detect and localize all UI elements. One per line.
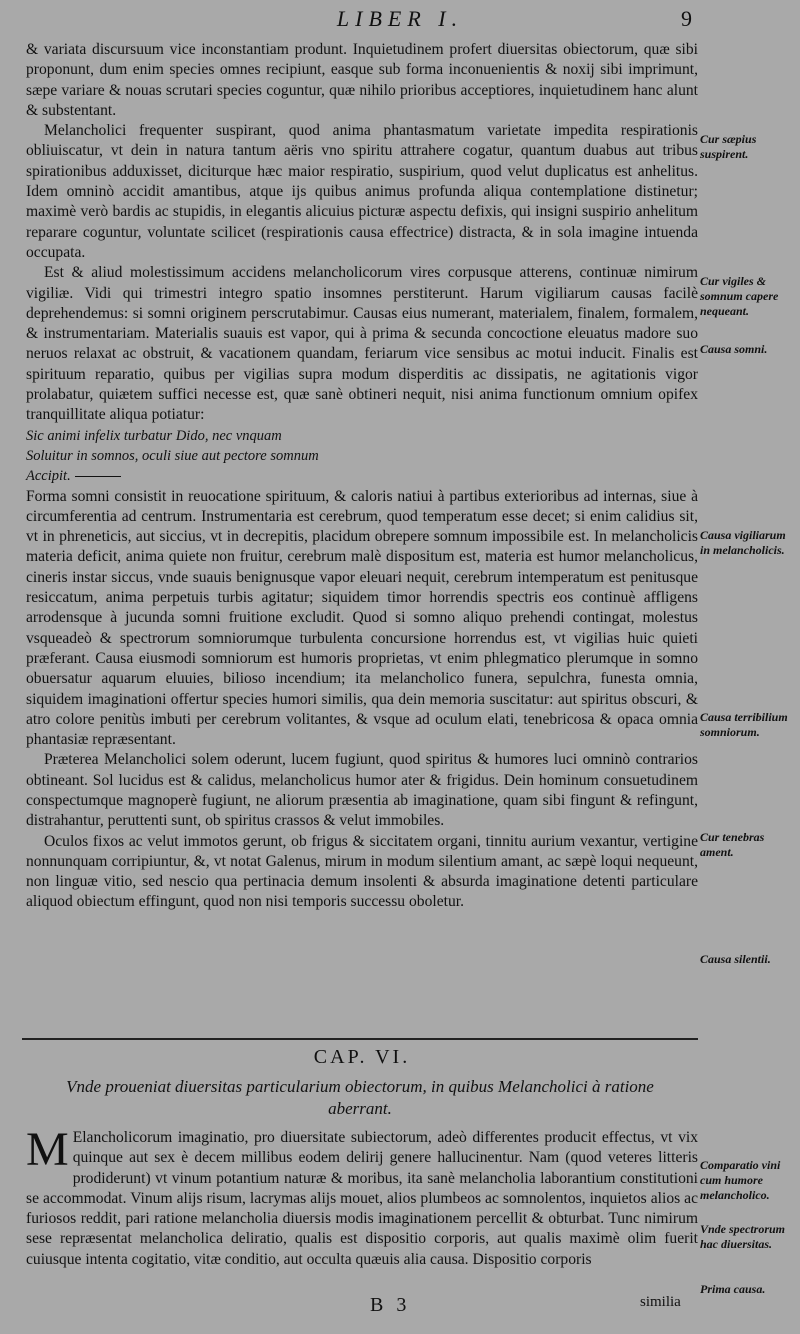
margin-note: Causa somni. (700, 342, 768, 356)
margin-note: Causa vigiliarum in melancholicis. (700, 528, 786, 557)
verse-line-3: Accipit. (26, 466, 698, 486)
margin-note: Prima causa. (700, 1282, 766, 1296)
page-header (0, 2, 800, 36)
page-number: 9 (681, 6, 692, 31)
margin-note: Cur sæpius suspirent. (700, 132, 757, 161)
signature-mark: B 3 (370, 1294, 411, 1316)
margin-note: Comparatio vini cum humore melancholico. (700, 1158, 781, 1202)
paragraph-5: Præterea Melancholici solem oderunt, lucem fugiunt, quod spiritus & humores luci omninò contrarios obtineant. Sol lucidus est & calidus, melancholicus humor ater & frigidus. Dein hominum consuetudinem conspectumque magnoperè fugiunt, ne aliorum præsentia ab imaginatione, quam sibi fingunt & refingunt, distrahantur, peruttenti sunt, ob spiritus crassos & velut immobiles. (26, 751, 698, 830)
catchword: similia (640, 1294, 681, 1310)
running-title: LIBER I. (336, 6, 464, 31)
verse-line-2: Soluitur in somnos, oculi siue aut pectore somnum (26, 447, 319, 464)
paragraph-1: & variata discursuum vice inconstantiam produnt. Inquietudinem profert diuersitas obiectorum, quæ sibi proponunt, dum enim species omnes recipiunt, easque sub forma inconuenientis & noxij sibi imprimunt, sæpe variare & nouas scrutari species coguntur, quæ nihilo prioribus acceptiores, inquietudinem hanc alunt & substentant. (26, 41, 698, 119)
margin-note: Causa terribilium somniorum. (700, 710, 788, 739)
drop-cap: M (26, 1123, 69, 1176)
margin-note: Vnde spectrorum hac diuersitas. (700, 1222, 786, 1251)
chapter-paragraph: Elancholicorum imaginatio, pro diuersitate subiectorum, adeò differentes producit effectus, vt vix quinque aut sex è decem millibus eodem delirij genere hallucinentur. Nam (quod veteres litteris prodiderunt) vt vinum potantium naturæ & moribus, ita sanè melancholia laborantium constitutioni se accommodat. Vinum alijs risum, lacrymas alijs mouet, alios plumbeos ac somnolentos, inquietos alios ac furiosos reddit, pari ratione melancholia diuersis modis imaginationem percellit & obturbat. Tunc nimirum sese repræsentat melancholica deliratio, qualis est dispositio corporis, aut qualis maximè olim fuerit cuiusque intenta cogitatio, vitæ conditio, aut occulta quæuis alia causa. Dispositio corporis (26, 1129, 698, 1268)
paragraph-6: Oculos fixos ac velut immotos gerunt, ob frigus & siccitatem organi, tinnitu aurium vexantur, vertigine nonnunquam corripiuntur, &, vt notat Galenus, mirum in modum silentium amant, ac sæpè loqui nequeunt, non linguæ vitio, sed nescio qua pertinacia demum insolenti & absurda imaginatione detenti particulare aliquod obiectum effingunt, quod non nisi temporis successu oboletur. (26, 832, 698, 911)
verse-line-1: Sic animi infelix turbatur Dido, nec vnquam (26, 427, 282, 444)
main-text (26, 40, 698, 913)
chapter-rule (22, 1038, 698, 1040)
paragraph-3: Est & aliud molestissimum accidens melancholicorum vires corpusque atterens, continuæ nimirum vigiliæ. Vidi qui trimestri integro spatio insomnes perstiterunt. Harum vigiliarum causas facilè deprehendemus: si somni originem perscrutabimur. Causas eius numerant, materialem, finalem, formalem, & instrumentariam. Materialis suauis est vapor, qui à prima & secunda concoctione eleuatus madore suo neruos relaxat ac obstruit, & vacationem quandam, feriarum vice sensibus ac motui inducit. Finalis est spirituum reparatio, quibus per vigilias supra modum disperditis ac dissipatis, ne agitationis vigor prolabatur, quiætem suffici necesse est, quæ sanè obtineri nequit, nisi anima functionum omnium opifex tranquillitate aliqua potiatur: (26, 264, 698, 424)
chapter-subtitle: Vnde proueniat diuersitas particularium obiectorum, in quibus Melancholici à ratione aberrant. (66, 1077, 654, 1118)
margin-note: Cur vigiles & somnum capere nequeant. (700, 274, 779, 318)
margin-note: Cur tenebras ament. (700, 830, 765, 859)
paragraph-4: Forma somni consistit in reuocatione spirituum, & caloris natiui à partibus exterioribus ad internas, siue à circumferentia ad centrum. Instrumentaria est cerebrum, quod temperatum esse decet; si enim calidius sit, vt in phreneticis, aut siccius, vt in decrepitis, placidum obrepere somnum impossibile est. In melancholicis materia deficit, anima quiete non fruitur, cerebrum malè dispositum est, materia est humor melancholicus, cineris instar siccus, vnde suauis benignusque vapor eleuari nequit, cerebrum intemperatum est penitusque resiccatum, anima perpetuis turbis agitatur; siquidem timor horrendis spectris eos continuè affligens arrodensque à jucunda somni fruitione excludit. Quod si somno aliquo prehendi contingat, molestus vsqueadeò & spectrorum somniorumque turbulenta concursione horrendus est, vt vigilias huic quieti præferant. Causa eiusmodi somniorum est humoris proprietas, vt enim phlegmatico plerumque in somno obuersatur aquarum eluuies, bilioso incendium; ita melancholico funera, sepulchra, funesta omnia, siquidem imaginationi offertur species humori similis, qua dein memoria suscitatur: aut spiritus obscuri, & atro colore penitùs imbuti per cerebrum volitantes, & vsque ad oculum elati, tenebricosa & opaca omnia phantasiæ repræsentant. (26, 487, 698, 749)
chapter-text (26, 1123, 698, 1270)
margin-note: Causa silentii. (700, 952, 771, 966)
paragraph-2: Melancholici frequenter suspirant, quod anima phantasmatum varietate impedita respirationis obliuiscatur, vt dein in natura tantum aëris vno spiritu attrahere cogatur, quantum duabus aut tribus spirationibus adduxisset, diciturque hæc maior respiratio, suspirium, quod velut duplicatus est anhelitus. Idem omninò accidit amantibus, atque ijs quibus animus profunda aliqua contemplatione distinetur; maximè verò bardis ac stupidis, in elegantis alicuius picturæ aspectu defixis, qui insigni suspirio anhelitum reparare coguntur, voluntate scilicet (respirationis causa effectrice) distracta, & in sola imagine intuenda occupata. (26, 122, 698, 261)
chapter-title: CAP. VI. (313, 1046, 411, 1068)
